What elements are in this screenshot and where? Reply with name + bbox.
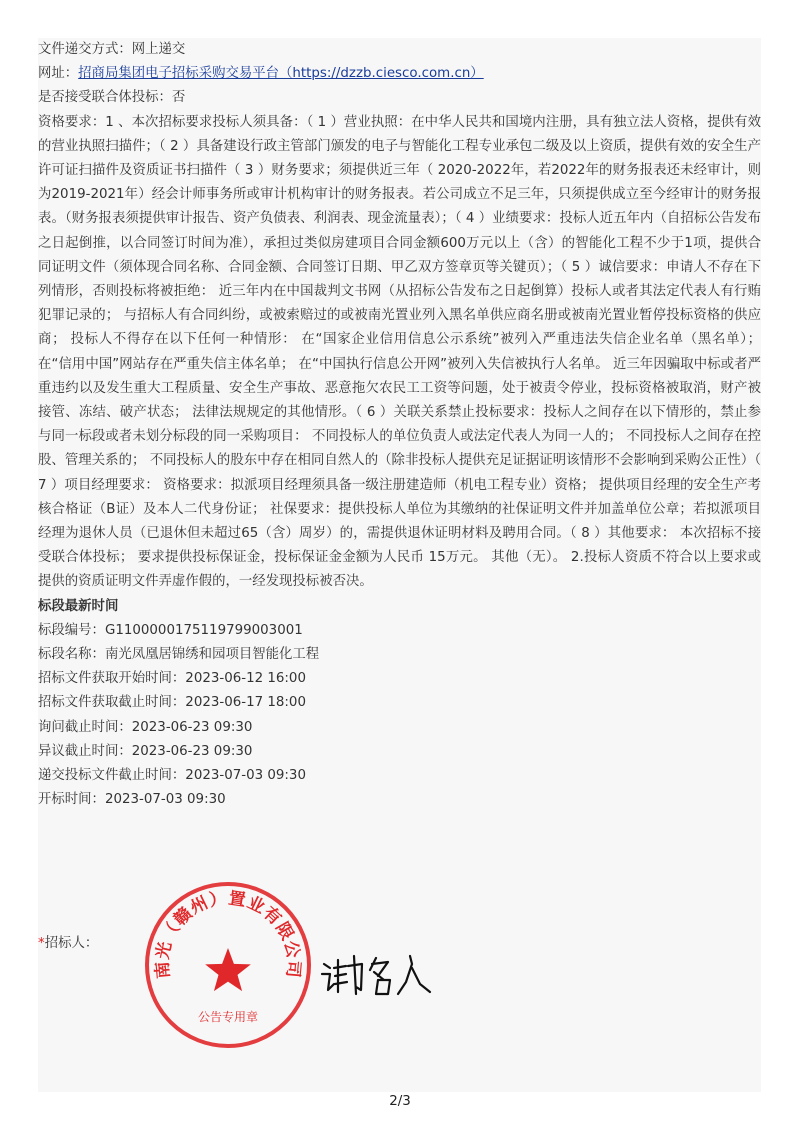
field-row	[38, 691, 761, 715]
field-value: 2023-06-23 09:30	[131, 743, 253, 759]
seal-ring-text: 南光（赣州）置业有限公司	[152, 888, 304, 980]
field-label: 招标文件获取开始时间：	[38, 671, 186, 687]
website-row	[38, 62, 761, 86]
field-label: 递交投标文件截止时间：	[38, 768, 186, 784]
submission-value: 网上递交	[131, 42, 186, 57]
consortium-row	[38, 86, 761, 110]
tenderer-label: 招标人：	[44, 936, 99, 951]
field-value: 2023-06-23 09:30	[131, 719, 253, 735]
field-row	[38, 740, 761, 764]
section-title: 标段最新时间	[38, 598, 119, 614]
qualification-text: 1 、本次招标要求投标人须具备：（ 1 ）营业执照：在中华人民共和国境内注册，具有独立法人资格，提供有效的营业执照扫描件；（ 2 ）具备建设行政主管部门颁发的电子与智能化工程专业承包二级及以上资质，提供有效的安全生产许可证扫描件及资质证书扫描件（ 3 ）财务要求；须提供近三年（ 2020-2022年，若2022年的财务报表还未经审计，则为2019-2021年）经会计师事务所或审计机构审计的财务报表。若公司成立不足三年，只须提供成立至今经审计的财务报表。（财务报表须提供审计报告、资产负债表、利润表、现金流量表）；（ 4 ）业绩要求：投标人近五年内（自招标公告发布之日起倒推，以合同签订时间为准），承担过类似房建项目合同金额600万元以上（含）的智能化工程不少于1项，提供合同证明文件（须体现合同名称、合同金额、合同签订日期、甲乙双方签章页等关键页）；（ 5 ）诚信要求：申请人不存在下列情形，否则投标将被拒绝： 近三年内在中国裁判文书网（从招标公告发布之日起倒算）投标人或者其法定代表人有行贿犯罪记录的； 与招标人有合同纠纷，或被索赔过的或被南光置业列入黑名单供应商名册或被南光置业暂停投标资格的供应商； 投标人不得存在以下任何一种情形： 在“国家企业信用信息公示系统”被列入严重违法失信企业名单（黑名单）； 在“信用中国”网站存在严重失信主体名单； 在“中国执行信息公开网”被列入失信被执行人名单。 近三年因骗取中标或者严重违约以及发生重大工程质量、安全生产事故、恶意拖欠农民工工资等问题，处于被责令停业，投标资格被取消，财产被接管、冻结、破产状态； 法律法规规定的其他情形。（ 6 ）关联关系禁止投标要求：投标人之间存在以下情形的，禁止参与同一标段或者未划分标段的同一采购项目： 不同投标人的单位负责人或法定代表人为同一人的； 不同投标人之间存在控股、管理关系的； 不同投标人的股东中存在相同自然人的（除非投标人提供充足证据证明该情形不会影响到采购公正性）（ 7 ）项目经理要求： 资格要求：拟派项目经理须具备一级注册建造师（机电工程专业）资格； 提供项目经理的安全生产考核合格证（B证）及本人二代身份证； 社保要求：提供投标人单位为其缴纳的社保证明文件并加盖单位公章；若拟派项目经理为退休人员（已退休但未超过65（含）周岁）的，需提供退休证明材料及聘用合同。（ 8 ）其他要求： 本次招标不接受联合体投标； 要求提供投标保证金，投标保证金金额为人民币 15万元。 其他（无）。 2.投标人资质不符合以上要求或提供的资质证明文件弄虚作假的，一经发现投标被否决。	[38, 114, 762, 590]
submission-label: 文件递交方式：	[38, 42, 132, 57]
qualification-label: 资格要求：	[38, 114, 106, 130]
field-value: G1100000175119799003001	[104, 622, 303, 638]
field-row	[38, 667, 761, 691]
qualification-paragraph	[38, 111, 761, 595]
consortium-value: 否	[171, 90, 186, 106]
company-seal-stamp	[143, 880, 313, 1050]
field-label: 开标时间：	[38, 792, 105, 808]
tenderer-signature-row	[38, 932, 98, 951]
field-row	[38, 643, 761, 667]
field-row	[38, 619, 761, 643]
field-row	[38, 788, 761, 812]
field-label: 标段编号：	[38, 622, 105, 638]
field-value: 2023-06-12 16:00	[185, 671, 306, 687]
section-fields	[38, 619, 761, 813]
field-value: 2023-06-17 18:00	[185, 695, 306, 711]
website-label: 网址：	[38, 66, 79, 82]
announcement-body	[38, 38, 761, 813]
field-row	[38, 764, 761, 788]
field-value: 2023-07-03 09:30	[104, 792, 226, 808]
field-label: 招标文件获取截止时间：	[38, 695, 186, 711]
handwritten-signature	[318, 950, 438, 1000]
consortium-label: 是否接受联合体投标：	[38, 90, 172, 106]
platform-link[interactable]: 招商局集团电子招标采购交易平台（https://dzzb.ciesco.com.cn）	[78, 66, 484, 82]
field-label: 异议截止时间：	[38, 743, 132, 759]
submission-row	[38, 38, 761, 62]
field-value: 2023-07-03 09:30	[185, 768, 306, 784]
field-label: 询问截止时间：	[38, 719, 132, 735]
field-label: 标段名称：	[38, 647, 105, 663]
field-row	[38, 716, 761, 740]
field-value: 南光凤凰居锦绣和园项目智能化工程	[104, 647, 320, 663]
seal-star-icon	[205, 948, 251, 991]
page-number: 2/3	[389, 1094, 411, 1109]
required-mark: *	[38, 936, 45, 951]
seal-bottom-text: 公告专用章	[197, 1010, 259, 1024]
